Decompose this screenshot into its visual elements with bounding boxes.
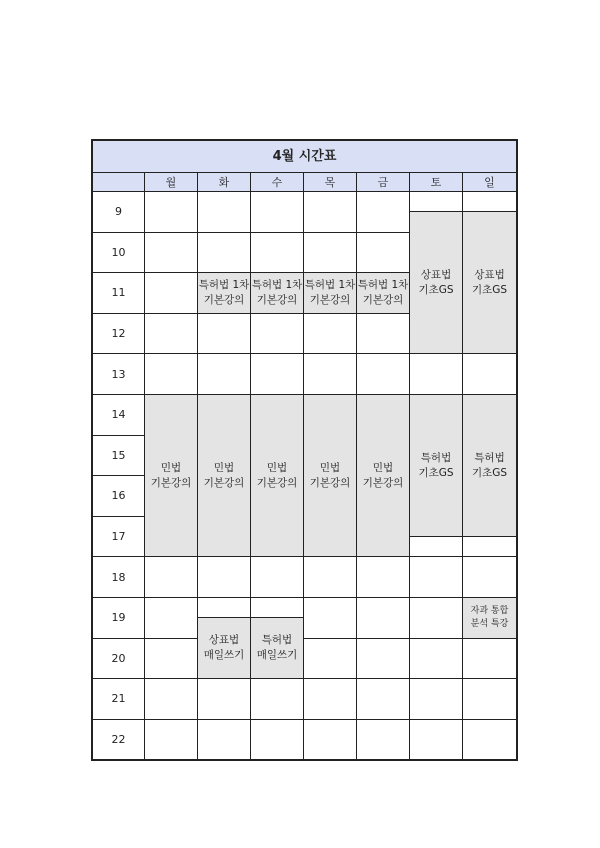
hour-label: 10 — [91, 233, 145, 274]
empty-slot — [357, 314, 410, 355]
empty-slot — [251, 354, 304, 395]
hour-label: 9 — [91, 192, 145, 233]
day-header: 금 — [357, 173, 410, 192]
empty-slot — [357, 598, 410, 639]
empty-slot — [198, 354, 251, 395]
empty-slot — [145, 273, 198, 314]
empty-slot — [251, 557, 304, 598]
empty-slot — [463, 354, 518, 395]
day-header: 토 — [410, 173, 463, 192]
empty-slot — [198, 314, 251, 355]
class-session: 민법 기본강의 — [198, 395, 251, 557]
empty-slot — [251, 233, 304, 274]
hour-label: 20 — [91, 639, 145, 680]
hour-label: 21 — [91, 679, 145, 720]
empty-slot — [145, 598, 198, 639]
empty-slot — [251, 720, 304, 761]
empty-slot — [251, 314, 304, 355]
empty-slot — [145, 314, 198, 355]
empty-slot — [145, 639, 198, 680]
class-session: 상표법 기초GS — [410, 212, 463, 354]
empty-slot — [357, 233, 410, 274]
empty-slot — [304, 314, 357, 355]
empty-slot — [463, 720, 518, 761]
empty-slot — [145, 679, 198, 720]
empty-slot — [463, 679, 518, 720]
empty-slot — [357, 354, 410, 395]
class-session: 민법 기본강의 — [357, 395, 410, 557]
hour-label: 13 — [91, 354, 145, 395]
empty-slot — [198, 598, 251, 618]
timetable-title: 4월 시간표 — [91, 139, 518, 173]
empty-slot — [198, 679, 251, 720]
class-session: 특허법 1차 기본강의 — [251, 273, 304, 314]
empty-slot — [357, 557, 410, 598]
empty-slot — [145, 192, 198, 233]
hour-label: 14 — [91, 395, 145, 436]
class-session: 특허법 1차 기본강의 — [198, 273, 251, 314]
hour-label: 18 — [91, 557, 145, 598]
empty-slot — [198, 557, 251, 598]
class-session: 특허법 기초GS — [410, 395, 463, 537]
empty-slot — [198, 192, 251, 233]
empty-slot — [463, 557, 518, 598]
empty-slot — [357, 639, 410, 680]
empty-slot — [304, 679, 357, 720]
class-session: 민법 기본강의 — [251, 395, 304, 557]
hour-label: 15 — [91, 436, 145, 477]
empty-slot — [251, 598, 304, 618]
empty-slot — [304, 354, 357, 395]
empty-slot — [410, 192, 463, 212]
hour-label: 17 — [91, 517, 145, 558]
empty-slot — [145, 233, 198, 274]
empty-slot — [304, 557, 357, 598]
empty-slot — [304, 233, 357, 274]
empty-slot — [410, 598, 463, 639]
class-session: 민법 기본강의 — [145, 395, 198, 557]
empty-slot — [198, 720, 251, 761]
hour-label: 12 — [91, 314, 145, 355]
hour-label: 19 — [91, 598, 145, 639]
empty-slot — [145, 720, 198, 761]
day-header: 월 — [145, 173, 198, 192]
day-header: 목 — [304, 173, 357, 192]
empty-slot — [251, 192, 304, 233]
class-session: 특허법 1차 기본강의 — [357, 273, 410, 314]
empty-slot — [410, 720, 463, 761]
empty-slot — [410, 557, 463, 598]
empty-slot — [304, 720, 357, 761]
day-header: 화 — [198, 173, 251, 192]
empty-slot — [463, 639, 518, 680]
empty-slot — [357, 192, 410, 233]
empty-slot — [145, 557, 198, 598]
empty-slot — [304, 639, 357, 680]
day-header: 수 — [251, 173, 304, 192]
timetable — [91, 139, 518, 761]
class-session: 민법 기본강의 — [304, 395, 357, 557]
empty-slot — [304, 598, 357, 639]
hour-label: 16 — [91, 476, 145, 517]
empty-slot — [251, 679, 304, 720]
class-session: 특허법 매일쓰기 — [251, 618, 304, 679]
empty-slot — [410, 639, 463, 680]
empty-slot — [410, 537, 463, 557]
empty-slot — [357, 679, 410, 720]
class-session: 특허법 기초GS — [463, 395, 518, 537]
class-session: 상표법 매일쓰기 — [198, 618, 251, 679]
empty-slot — [198, 233, 251, 274]
empty-slot — [357, 720, 410, 761]
empty-slot — [410, 679, 463, 720]
empty-slot — [145, 354, 198, 395]
empty-slot — [410, 354, 463, 395]
class-session: 자과 통합 분석 특강 — [463, 598, 518, 639]
class-session: 특허법 1차 기본강의 — [304, 273, 357, 314]
empty-slot — [463, 192, 518, 212]
hour-label: 11 — [91, 273, 145, 314]
class-session: 상표법 기초GS — [463, 212, 518, 354]
hour-label: 22 — [91, 720, 145, 761]
day-header: 일 — [463, 173, 518, 192]
empty-slot — [463, 537, 518, 557]
empty-slot — [304, 192, 357, 233]
header-corner — [91, 173, 145, 192]
